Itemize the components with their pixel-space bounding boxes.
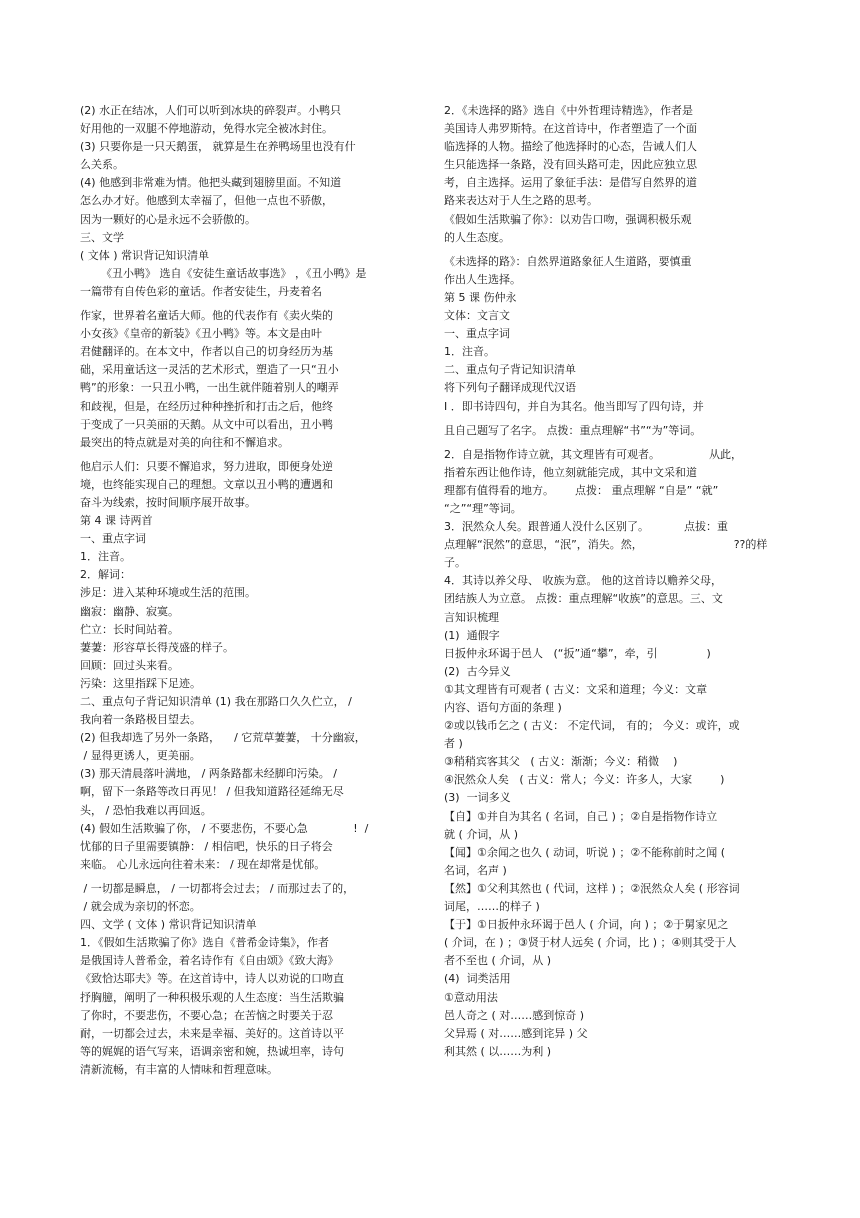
text-line: 回顾：回过头来看。: [80, 658, 179, 672]
text-line: 《未选择的路》：自然界道路象征人生道路，要慎重: [444, 254, 692, 268]
text-line: (3) 那天清晨落叶满地， / 两条路都未经脚印污染。 /: [80, 767, 337, 781]
text-line: 小女孩》《皇帝的新装》《丑小鸭》等。本文是由叶: [80, 327, 322, 341]
text-line: (3) 一词多义: [444, 791, 511, 805]
text-line: 污染：这里指踩下足迹。: [80, 676, 201, 690]
text-line: 考，自主选择。运用了象征手法：是借写自然界的道: [444, 176, 697, 190]
text-line: I ．即书诗四句，并自为其名。他当即写了四句诗，并: [444, 399, 704, 413]
text-line: 怎么办才好。他感到太幸福了，但他一点也不骄傲，: [80, 194, 333, 208]
text-line: 美国诗人弗罗斯特。在这首诗中，作者塑造了一个面: [444, 122, 697, 136]
text-line: / 就会成为亲切的怀恋。: [80, 900, 201, 914]
text-line: 【闻】①余闻之也久 ( 动词，听说 ) ；②不能称前时之闻 (: [444, 845, 726, 859]
text-line: 4．其诗以养父母、 收族为意。 他的这首诗以赡养父母，: [444, 574, 722, 588]
text-line: 三、文学: [80, 230, 124, 244]
text-line: ②或以钱币乞之 ( 古义： 不定代词， 有的； 今义：或许，或: [444, 719, 740, 733]
text-line: 一、重点字词: [80, 532, 146, 546]
text-line: 词尾，……的样子 ): [444, 900, 540, 914]
text-line: 于变成了一只美丽的天鹅。从文中可以看出，丑小鸭: [80, 417, 333, 431]
text-line: ( 介词，在 ) ；③贤于材人远矣 ( 介词，比 ) ；④则其受于人: [444, 936, 737, 950]
text-line: 最突出的特点就是对美的向往和不懈追求。: [80, 435, 289, 449]
text-line: 他启示人们：只要不懈追求，努力进取，即便身处逆: [80, 459, 333, 473]
text-line: 我向着一条路极目望去。: [80, 713, 201, 727]
text-line: 好用他的一双腿不停地游动，免得水完全被冰封住。: [80, 122, 333, 136]
text-line: 2．自是指物作诗立就，其文理皆有可观者。 从此，: [444, 447, 742, 461]
text-line: 么关系。: [80, 158, 124, 172]
text-line: 二、重点句子背记知识清单 (1) 我在那路口久久伫立， /: [80, 695, 352, 708]
text-line: 忧郁的日子里需要镇静： / 相信吧，快乐的日子将会: [80, 839, 333, 853]
text-line: ①意动用法: [444, 990, 498, 1004]
text-line: 来临。 心儿永远向往着未来： / 现在却常是忧郁。: [80, 857, 326, 871]
text-line: 《丑小鸭》 选自《安徒生童话故事选》 ，《丑小鸭》是: [80, 266, 367, 280]
text-line: 涉足：进入某种环境或生活的范围。: [80, 586, 256, 600]
text-line: 耐，一切都会过去，未来是幸福、美好的。这首诗以平: [80, 1026, 344, 1040]
text-line: 将下列句子翻译成现代汉语: [444, 381, 576, 395]
text-line: 1．注音。: [444, 345, 495, 359]
text-line: 文体：文言文: [444, 309, 510, 323]
text-line: 抒胸臆，阐明了一种积极乐观的人生态度：当生活欺骗: [80, 990, 344, 1004]
text-line: 就 ( 介词，从 ): [444, 827, 519, 841]
text-line: 子。: [444, 556, 466, 570]
text-line: 父异焉 ( 对……感到诧异 ) 父: [444, 1026, 588, 1040]
text-line: 2．解词：: [80, 568, 131, 582]
text-line: 奋斗为线索，按时间顺序展开故事。: [80, 495, 256, 509]
text-line: 理都有值得看的地方。 点拨： 重点理解 “自是” “就”: [444, 483, 719, 497]
text-line: ( 文体 ) 常识背记知识清单: [80, 248, 210, 262]
text-line: (4) 词类活用: [444, 972, 511, 986]
text-line: 四、文学 ( 文体 ) 常识背记知识清单: [80, 918, 257, 932]
text-line: 君健翻译的。在本文中，作者以自己的切身经历为基: [80, 345, 333, 359]
text-line: 头， / 恐怕我难以再回返。: [80, 803, 212, 817]
text-line: 伫立：长时间站着。: [80, 622, 179, 636]
text-line: 【于】①日扳仲永环谒于邑人 ( 介词，向 ) ；②于舅家见之: [444, 918, 729, 932]
text-line: (4) 假如生活欺骗了你， / 不要悲伤，不要心急 ! /: [80, 821, 369, 835]
text-line: 邑人奇之 ( 对……感到惊奇 ): [444, 1008, 585, 1022]
text-line: 日扳仲永环谒于邑人 (“扳”通“攀”，牵，引 ): [444, 646, 711, 660]
text-line: 名词，名声 ): [444, 863, 507, 877]
text-line: 1．注音。: [80, 550, 131, 564]
text-line: 清新流畅，有丰富的人情味和哲理意味。: [80, 1062, 278, 1076]
text-line: 2．《未选择的路》选自《中外哲理诗精选》，作者是: [444, 104, 693, 117]
text-line: 临选择的人物。描绘了他选择时的心态，告诫人们人: [444, 140, 697, 154]
text-line: (1) 通假字: [444, 628, 500, 642]
text-line: 且自己题写了名字。 点拨：重点理解“书”“为”等词。: [444, 423, 702, 437]
text-line: 鸭”的形象：一只丑小鸭，一出生就伴随着别人的嘲弄: [80, 381, 339, 395]
text-line: 【然】①父利其然也 ( 代词，这样 ) ；②泯然众人矣 ( 形容词: [444, 881, 740, 895]
text-line: 言知识梳理: [444, 610, 499, 624]
text-line: 幽寂：幽静、寂寞。: [80, 604, 179, 618]
text-line: 《假如生活欺骗了你》：以劝告口吻，强调积极乐观: [444, 212, 692, 226]
text-line: (2) 但我却选了另外一条路， / 它荒草萋萋， 十分幽寂，: [80, 731, 366, 745]
text-line: (2) 水正在结冰，人们可以听到冰块的碎裂声。小鸭只: [80, 104, 342, 117]
text-line: / 显得更诱人，更美丽。: [80, 749, 201, 763]
text-line: 萋萋：形容草长得茂盛的样子。: [80, 640, 234, 654]
text-line: 生只能选择一条路，没有回头路可走，因此应独立思: [444, 158, 697, 172]
text-line: 《致恰达耶夫》等。在这首诗中，诗人以劝说的口吻直: [80, 972, 344, 986]
text-line: 者不至也 ( 介词，从 ): [444, 954, 552, 968]
text-line: 等的娓娓的语气写来，语调亲密和婉，热诚坦率，诗句: [80, 1044, 344, 1058]
left-text-column: [80, 102, 415, 1079]
text-line: 一篇带有自传色彩的童话。作者安徒生，丹麦着名: [80, 284, 322, 298]
text-line: ①其文理皆有可观者 ( 古义：文采和道理；今义：文章: [444, 682, 708, 696]
text-line: 和歧视，但是，在经历过种种挫折和打击之后，他终: [80, 399, 333, 413]
text-line: (4) 他感到非常难为情。他把头藏到翅膀里面。不知道: [80, 176, 342, 190]
text-line: 了你时，不要悲伤，不要心急；在苦恼之时要关于忍: [80, 1008, 333, 1022]
text-line: 作出人生选择。: [444, 272, 521, 286]
text-line: 第 5 课 伤仲永: [444, 290, 517, 304]
text-line: / 一切都是瞬息， / 一切都将会过去； / 而那过去了的，: [80, 881, 355, 895]
text-line: 利其然 ( 以……为利 ): [444, 1044, 552, 1058]
text-line: ③稍稍宾客其父 ( 古义：渐渐；今义：稍微 ): [444, 755, 678, 769]
text-line: 础，采用童话这一灵活的艺术形式，塑造了一只“丑小: [80, 363, 339, 377]
text-line: 境，也终能实现自己的理想。文章以丑小鸭的遭遇和: [80, 477, 333, 491]
text-line: 第 4 课 诗两首: [80, 514, 153, 528]
text-line: 作家，世界着名童话大师。他的代表作有《卖火柴的: [80, 309, 333, 323]
text-line: 的人生态度。: [444, 230, 510, 244]
text-line: 二、重点句子背记知识清单: [444, 363, 576, 377]
text-line: 【自】①并自为其名 ( 名词，自己 ) ；②自是指物作诗立: [444, 809, 718, 823]
text-line: 内容、语句方面的条理 ): [444, 701, 562, 714]
text-line: 路来表达对于人生之路的思考。: [444, 194, 598, 208]
text-line: 指着东西让他作诗，他立刻就能完成，其中文采和道: [444, 465, 697, 479]
text-line: 者 ): [444, 737, 463, 751]
text-line: (2) 古今异义: [444, 664, 511, 678]
text-line: “之”“理”等词。: [444, 501, 522, 515]
text-line: 啊，留下一条路等改日再见！ / 但我知道路径延绵无尽: [80, 785, 344, 799]
text-line: 3．泯然众人矣。跟普通人没什么区别了。 点拔：重: [444, 520, 728, 534]
text-line: 点理解“泯然”的意思，“泯”，消失。然， ??的样: [444, 538, 768, 552]
text-line: 1．《假如生活欺骗了你》选自《普希金诗集》，作者: [80, 936, 329, 950]
right-text-column: [444, 102, 789, 1061]
text-line: 因为一颗好的心是永远不会骄傲的。: [80, 212, 256, 226]
text-line: 一、重点字词: [444, 327, 510, 341]
text-line: ④泯然众人矣 ( 古义：常人；今义：许多人，大家 ): [444, 773, 725, 787]
text-line: 团结族人为立意。 点拨：重点理解“收族”的意思。三、文: [444, 592, 723, 606]
text-line: (3) 只要你是一只天鹅蛋， 就算是生在养鸭场里也没有什: [80, 140, 356, 154]
text-line: 是俄国诗人普希金，着名诗作有《自由颂》《致大海》: [80, 954, 339, 968]
